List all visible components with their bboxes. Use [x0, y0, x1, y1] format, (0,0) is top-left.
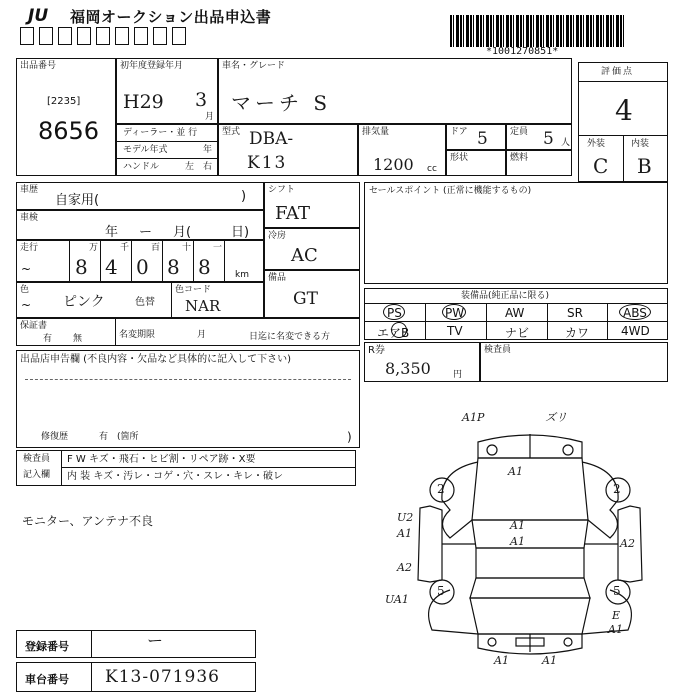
- rear-light-right: [564, 638, 572, 646]
- mark-left-front-2: A1: [397, 527, 412, 540]
- model-info-box: [116, 124, 218, 176]
- equip-sr: SR: [567, 306, 583, 320]
- inspection-month: 月(: [173, 225, 192, 240]
- lot-number: 8656: [38, 117, 100, 145]
- mark-right-rear-2: A1: [608, 623, 623, 636]
- color-label: 色: [20, 285, 30, 295]
- repair-place: (箇所: [117, 432, 139, 442]
- circle-ps: [383, 304, 405, 320]
- model-year-unit: 年: [203, 145, 213, 155]
- equip-navi: ナビ: [505, 326, 530, 340]
- remarks-label: 出品店申告欄 (不良内容・欠品など具体的に記入して下さい): [20, 354, 291, 365]
- year-box: [116, 58, 218, 124]
- repair-label: 修復歴: [41, 432, 69, 442]
- ju-logo: JU: [28, 6, 49, 26]
- inspector-box: [16, 450, 356, 486]
- grade-label: 評価点: [601, 67, 635, 77]
- mileage-scale-sen: 千: [120, 243, 130, 253]
- capacity-label: 定員: [510, 127, 529, 137]
- inspector-row-2: 内 装 キズ・汚レ・コゲ・穴・スレ・キレ・破レ: [67, 471, 284, 482]
- monitor-note: モニター、アンテナ不良: [22, 514, 154, 528]
- form-title: 福岡オークション出品申込書: [70, 8, 272, 26]
- recycle-box: [480, 342, 668, 382]
- circle-pw: [442, 304, 466, 320]
- windshield: [472, 520, 588, 548]
- rear-window: [470, 578, 590, 598]
- displacement-label: 排気量: [362, 127, 390, 137]
- color-value: ピンク: [63, 294, 105, 310]
- mileage-digit-3: 8: [167, 255, 180, 279]
- aircon-label: 冷房: [268, 231, 287, 241]
- other-value: GT: [293, 289, 318, 309]
- mark-roof-1: A1: [510, 519, 525, 532]
- color-code-label: 色コード: [175, 285, 212, 295]
- mark-wheel-fl: 2: [437, 482, 445, 496]
- mark-right-mid: A2: [620, 537, 635, 550]
- r-ticket-unit: 円: [453, 370, 463, 380]
- mileage-digit-5: 8: [75, 255, 88, 279]
- katashiki-value1: DBA-: [249, 129, 294, 149]
- handle-left: 左: [185, 162, 195, 172]
- registration-label: 登録番号: [25, 640, 69, 653]
- barcode: [450, 15, 626, 47]
- mark-top-left: A1P: [462, 411, 485, 424]
- month-unit: 月: [205, 112, 215, 122]
- era-year: H29: [123, 91, 164, 113]
- equipment-box: [364, 288, 668, 340]
- car-name-label: 車名・グレード: [222, 61, 286, 71]
- katashiki-value2: K13: [247, 153, 288, 173]
- interior-grade: B: [637, 154, 652, 178]
- usage-value: 自家用(: [55, 193, 100, 208]
- name-change-month: 月: [197, 330, 207, 340]
- aircon-box: [264, 228, 360, 270]
- sales-point-box: [364, 182, 668, 284]
- model-year-label: モデル年式: [123, 145, 168, 155]
- repair-yes: 有: [99, 432, 109, 442]
- left-doors: [418, 506, 442, 582]
- trunk: [470, 598, 590, 634]
- header-checkboxes: [20, 27, 186, 47]
- mark-left-mid: A2: [397, 561, 412, 574]
- equipment-label: 装備品(純正品に限る): [461, 291, 550, 301]
- mark-wheel-fr: 2: [613, 482, 621, 496]
- equip-leather: カワ: [565, 326, 590, 340]
- grade-value: 4: [615, 94, 633, 127]
- grade-box: [578, 62, 668, 182]
- mileage-label: 走行: [20, 243, 39, 253]
- color-code-value: NAR: [185, 297, 221, 315]
- warranty-no: 無: [73, 334, 83, 344]
- r-ticket-value: 8,350: [385, 359, 431, 378]
- doors-label: ドア: [450, 127, 468, 137]
- usage-label: 車歴: [20, 185, 39, 195]
- inspection-year: 年: [105, 225, 119, 240]
- recycle-label: 検査員: [484, 345, 512, 355]
- body-type-label: 形状: [450, 153, 469, 163]
- car-diagram: [380, 420, 680, 675]
- mileage-digit-cells: [69, 241, 229, 281]
- handle-right: 右: [203, 162, 213, 172]
- aircon-value: AC: [291, 245, 318, 266]
- car-name-value: マーチ S: [231, 91, 332, 115]
- equip-abs: ABS: [623, 306, 647, 320]
- dealer-label: ディーラー・並 行: [123, 128, 198, 138]
- first-reg-month: 3: [195, 89, 208, 111]
- other-box: [264, 270, 360, 318]
- inspector-label-1: 検査員: [23, 454, 51, 464]
- repair-close: ): [347, 430, 352, 444]
- mark-right-rear-1: E: [612, 609, 621, 622]
- inspector-label-2: 記入欄: [23, 470, 51, 480]
- chassis-value: K13-071936: [105, 667, 220, 687]
- usage-close: ): [241, 189, 247, 204]
- header: [20, 4, 440, 26]
- registration-value: ー: [147, 631, 164, 650]
- mark-hood: A1: [508, 465, 523, 478]
- doors-box: [446, 124, 506, 150]
- lot-sub-number: [2235]: [47, 96, 81, 107]
- color-suffix: 色替: [135, 297, 155, 308]
- color-row: [16, 282, 264, 318]
- roof: [476, 548, 584, 578]
- mileage-tilde: ~: [21, 262, 32, 276]
- mileage-scale-hyaku: 百: [151, 243, 161, 253]
- warranty-row: [16, 318, 360, 346]
- equip-tv: TV: [447, 324, 463, 338]
- mark-bottom-right: A1: [542, 654, 557, 667]
- inspection-row: [16, 210, 264, 240]
- doors-value: 5: [477, 129, 488, 149]
- mark-top-right: ズリ: [545, 411, 567, 424]
- mileage-row: [16, 240, 264, 282]
- shift-value: FAT: [275, 203, 310, 224]
- fuel-label: 燃料: [510, 153, 529, 163]
- shift-label: シフト: [268, 185, 296, 195]
- fuel-box: [506, 150, 572, 176]
- mileage-scale-juu: 十: [182, 243, 192, 253]
- name-change-note: 日迄に名変できる方: [249, 332, 331, 342]
- registration-box: [16, 630, 256, 658]
- front-light-right: [563, 445, 573, 455]
- r-ticket-box: [364, 342, 480, 382]
- mileage-digit-4: 8: [198, 255, 211, 279]
- displacement-box: [358, 124, 446, 176]
- warranty-label: 保証書: [20, 321, 48, 331]
- mark-roof-2: A1: [510, 535, 525, 548]
- r-ticket-label: R券: [368, 345, 385, 356]
- displacement-unit: cc: [427, 164, 437, 174]
- mileage-scale-man: 万: [89, 243, 99, 253]
- mileage-scale-ichi: 一: [213, 243, 223, 253]
- equip-airbag: エアB: [377, 326, 410, 340]
- sales-point-label: セールスポイント (正常に機能するもの): [369, 186, 532, 196]
- capacity-value: 5: [543, 129, 554, 149]
- rear-light-left: [488, 638, 496, 646]
- capacity-box: [506, 124, 572, 150]
- katashiki-box: [218, 124, 358, 176]
- equip-pw: PW: [445, 306, 465, 320]
- circle-abs: [619, 304, 651, 320]
- handle-label: ハンドル: [123, 162, 160, 172]
- barcode-number: *1001270851*: [486, 46, 559, 57]
- lot-number-box: [16, 58, 116, 176]
- year-label: 初年度登録年月: [120, 61, 184, 71]
- exterior-label: 外装: [587, 139, 606, 149]
- mark-wheel-rr: 5: [613, 584, 621, 598]
- mileage-digit-2: 0: [136, 255, 149, 279]
- shift-box: [264, 182, 360, 228]
- chassis-label: 車台番号: [25, 673, 69, 686]
- car-name-box: [218, 58, 572, 124]
- color-tilde: ~: [21, 298, 32, 312]
- inspection-day: 日): [231, 225, 250, 240]
- katashiki-label: 型式: [222, 127, 241, 137]
- chassis-box: [16, 662, 256, 692]
- mark-wheel-rl: 5: [437, 584, 445, 598]
- circle-airbag: [391, 322, 407, 338]
- equip-aw: AW: [505, 306, 525, 320]
- usage-row: [16, 182, 264, 210]
- name-change-label: 名変期限: [119, 330, 156, 340]
- interior-label: 内装: [631, 139, 650, 149]
- mileage-digit-1: 4: [105, 255, 118, 279]
- mileage-unit: km: [235, 270, 249, 280]
- warranty-yes: 有: [43, 334, 53, 344]
- hood: [472, 458, 588, 520]
- capacity-unit: 人: [561, 138, 571, 148]
- equip-ps: PS: [387, 306, 402, 320]
- inspection-label: 車検: [20, 213, 39, 223]
- inspection-dash: ー: [139, 225, 153, 240]
- other-label: 備品: [268, 273, 287, 283]
- displacement-value: 1200: [373, 155, 414, 174]
- mark-bottom-left: A1: [494, 654, 509, 667]
- mark-left-rear: UA1: [385, 593, 409, 606]
- inspector-row-1: F W キズ・飛石・ヒビ割・リペア跡・X要: [67, 454, 256, 465]
- mark-left-front-1: U2: [397, 511, 414, 524]
- equip-4wd: 4WD: [621, 324, 650, 338]
- lot-label: 出品番号: [20, 61, 57, 71]
- exterior-grade: C: [593, 154, 609, 178]
- front-light-left: [487, 445, 497, 455]
- body-type-box: [446, 150, 506, 176]
- remarks-box: [16, 350, 360, 448]
